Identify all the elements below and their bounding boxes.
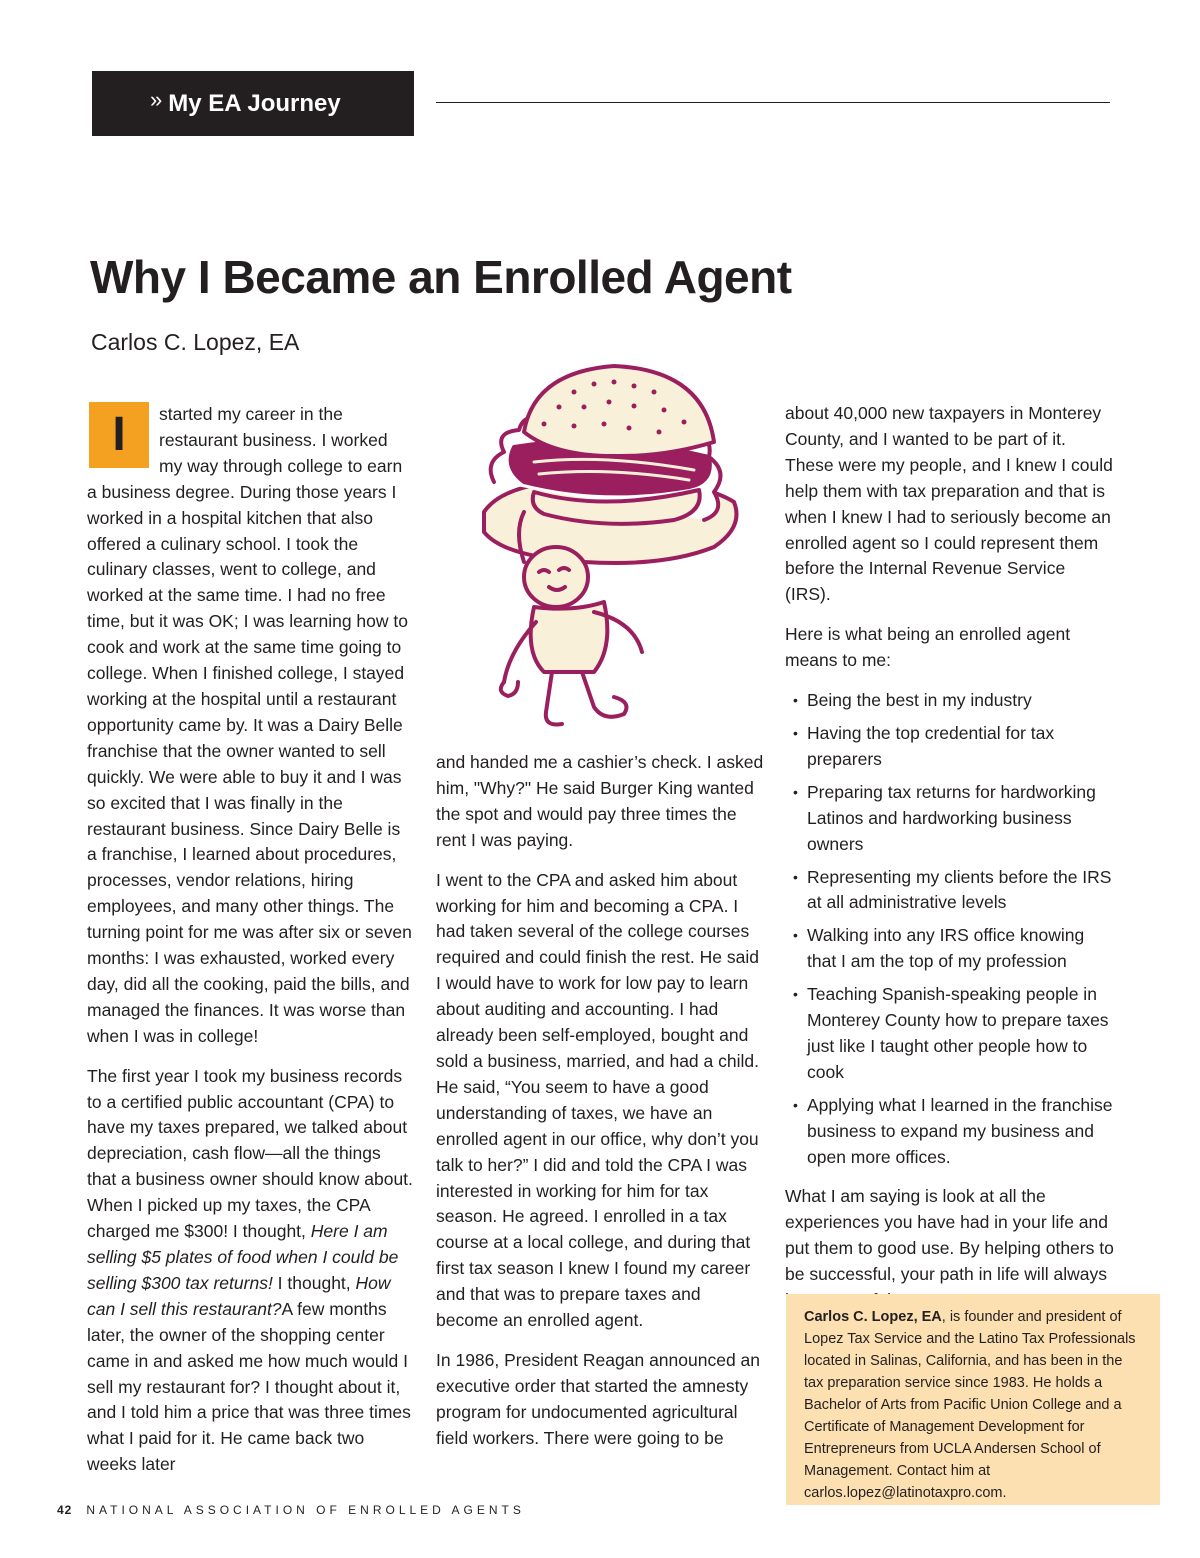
list-item: • Teaching Spanish-speaking people in Monterey County how to prepare taxes just like I taught other people how to cook: [785, 982, 1115, 1086]
drop-cap: I: [89, 402, 149, 468]
paragraph-text: started my career in the restaurant business. I worked my way through college to earn a business degree. During those years I worked in a hospital kitchen that also offered a culinary school. I took the culinary classes, went to college, and worked at the same time. I had no free time, but it was OK; I was learning how to cook and work at the same time going to college. When I finished college, I stayed working at the hospital until a restaurant opportunity came by. It was a Dairy Belle franchise that the owner wanted to sell quickly. We were able to buy it and I was so excited that I was finally in the restaurant business. Since Dairy Belle is a franchise, I learned about procedures, processes, vendor relations, hiring employees, and many other things. The turning point for me was after six or seven months: I was exhausted, worked every day, did all the cooking, paid the bills, and managed the finances. It was worse than when I was in college!: [87, 404, 412, 1046]
paragraph: Here is what being an enrolled agent means to me:: [785, 624, 1071, 671]
bio-text: , is founder and president of Lopez Tax Service and the Latino Tax Professionals located in Salinas, California, and has been in the tax preparation service since 1983. He holds a Bachelor of Arts from Pacific Union College and a Certificate of Management Development for Entrepreneurs from UCLA Andersen School of Management. Contact him at carlos.lopez@latinotaxpro.com.: [804, 1309, 1136, 1501]
paragraph: about 40,000 new taxpayers in Monterey County, and I wanted to be part of it. These were my people, and I knew I could help them with tax preparation and that is when I knew I had to seriously become an enrolled agent so I could represent them before the Internal Revenue Service (IRS).: [785, 403, 1113, 605]
paragraph: [87, 402, 413, 1050]
section-label: My EA Journey: [168, 89, 341, 117]
paragraph: and handed me a cashier’s check. I asked him, "Why?" He said Burger King wanted the spot and would pay three times the rent I was paying.: [436, 752, 764, 850]
page-number: 42: [57, 1503, 73, 1517]
italic-thought: How can I sell this restaurant?: [87, 1272, 391, 1319]
paragraph-text: I thought,: [272, 1272, 356, 1293]
paragraph-text: The first year I took my business records to a certified public accountant (CPA) to have my taxes prepared, we talked about depreciation, cash flow—all the things that a business owner should know about. When I picked up my taxes, the CPA charged me $300! I thought,: [87, 1065, 413, 1242]
paragraph: In 1986, President Reagan announced an executive order that started the amnesty program for undocumented agricultural field workers. There were going to be: [436, 1349, 761, 1448]
paragraph: [87, 1064, 413, 1479]
burger-chef-illustration: [464, 362, 744, 734]
column-3: [785, 401, 1115, 1328]
column-2: [436, 750, 766, 1466]
list-item: • Representing my clients before the IRS at all administrative levels: [785, 865, 1115, 917]
list-item: • Walking into any IRS office knowing that I am the top of my profession: [785, 923, 1115, 975]
list-item: • Being the best in my industry: [785, 688, 1115, 714]
article-title: Why I Became an Enrolled Agent: [90, 251, 792, 303]
article-author: Carlos C. Lopez, EA: [91, 329, 300, 355]
paragraph-text: A few months later, the owner of the shopping center came in and asked me how much would I sell my restaurant for? I thought about it, and I told him a price that was three times what I paid for it. He came back two weeks later: [87, 1298, 411, 1475]
bio-name: Carlos C. Lopez, EA: [804, 1309, 942, 1325]
header-divider: [436, 102, 1110, 103]
list-item: • Applying what I learned in the franchise business to expand my business and open more offices.: [785, 1093, 1115, 1171]
bullet-list: [785, 688, 1115, 1170]
publication-name: NATIONAL ASSOCIATION OF ENROLLED AGENTS: [86, 1503, 525, 1517]
list-item: • Preparing tax returns for hardworking Latinos and hardworking business owners: [785, 780, 1115, 858]
page-footer: [57, 1503, 525, 1517]
section-tag: [92, 71, 414, 136]
author-bio-box: [786, 1294, 1160, 1505]
italic-thought: Here I am selling $5 plates of food when I could be selling $300 tax returns!: [87, 1221, 399, 1293]
list-item: • Having the top credential for tax preparers: [785, 721, 1115, 773]
column-1: [87, 402, 413, 1492]
paragraph: What I am saying is look at all the experiences you have had in your life and put them to good use. By helping others to be successful, your path in life will always: [785, 1186, 1114, 1285]
paragraph: I went to the CPA and asked him about working for him and becoming a CPA. I had taken several of the college courses required and could finish the rest. He said I would have to work for low pay to learn about auditing and accounting. I had already been self-employed, bought and sold a business, married, and had a child. He said, “You seem to have a good understanding of taxes, we have an enrolled agent in our office, why don’t you talk to her?” I did and told the CPA I was interested in working for him for tax season. He agreed. I enrolled in a tax course at a local college, and during that first tax season I knew I found my career and that was to prepare taxes and become an enrolled agent.: [436, 869, 759, 1331]
chevron-icon: »: [150, 86, 163, 112]
